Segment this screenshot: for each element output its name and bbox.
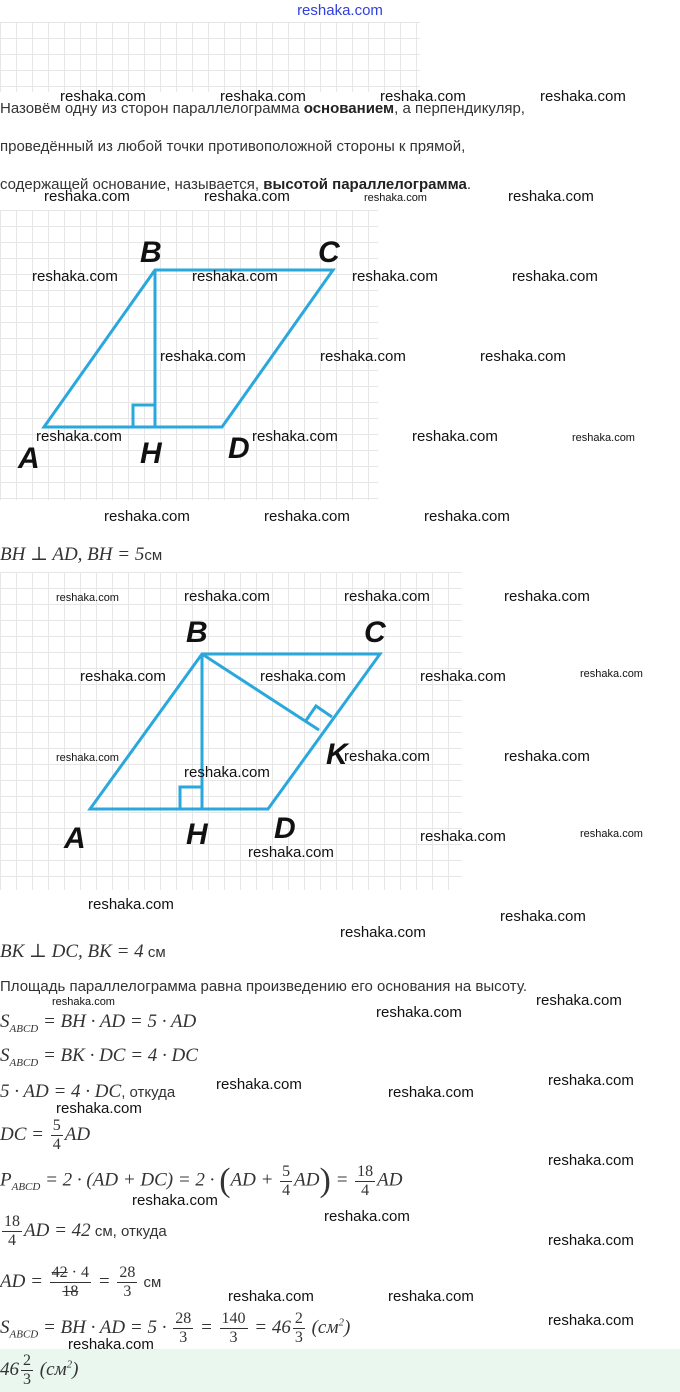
watermark: reshaka.com [548,1232,634,1249]
vertex-label-a: A [18,442,40,475]
watermark: reshaka.com [548,1152,634,1169]
vertex-label-b: B [140,236,162,269]
watermark: reshaka.com [56,752,119,764]
vertex-label-d: D [274,812,296,845]
watermark: reshaka.com [324,1208,410,1225]
equation-bk: BK ⊥ DC, BK = 4 см [0,941,166,962]
formula-s-bh: $S_{ABCD}$ = BH · AD = 5 · AD [0,1011,197,1035]
formula-area-final: $S_{ABCD}$ = BH · AD = 5 · $\frac{28}{3}$ = $\frac{140}{3}$ = 46 $\frac{2}{3}$ $(см^2)$ [0,1310,351,1346]
watermark: reshaka.com [260,668,346,685]
figure2-parallelogram [0,572,464,890]
watermark: reshaka.com [216,1076,302,1093]
watermark: reshaka.com [364,192,427,204]
watermark: reshaka.com [184,588,270,605]
watermark: reshaka.com [412,428,498,445]
watermark: reshaka.com [352,268,438,285]
grid-fragment [0,22,420,92]
watermark: reshaka.com [104,508,190,525]
watermark: reshaka.com [500,908,586,925]
answer-value: 46 $\frac{2}{3}$ $(см^2)$ [0,1352,79,1388]
watermark: reshaka.com [512,268,598,285]
point-label-k: K [326,738,348,771]
formula-perimeter-value: $\frac{18}{4}$ AD = 42 см, откуда [4,1213,167,1249]
watermark: reshaka.com [340,924,426,941]
watermark: reshaka.com [320,348,406,365]
watermark: reshaka.com [248,844,334,861]
formula-dc: DC = $\frac{5}{4}$ AD [0,1117,91,1153]
watermark: reshaka.com [540,88,626,105]
watermark: reshaka.com [420,668,506,685]
watermark: reshaka.com [548,1072,634,1089]
watermark: reshaka.com [52,996,115,1008]
watermark: reshaka.com [580,828,643,840]
watermark: reshaka.com [380,88,466,105]
watermark: reshaka.com [264,508,350,525]
watermark: reshaka.com [536,992,622,1009]
watermark: reshaka.com [508,188,594,205]
answer-box [0,1349,680,1392]
watermark: reshaka.com [388,1084,474,1101]
watermark: reshaka.com [56,592,119,604]
watermark: reshaka.com [192,268,278,285]
right-angle-mark [133,405,155,427]
watermark: reshaka.com [344,588,430,605]
watermark: reshaka.com [420,828,506,845]
watermark: reshaka.com [80,668,166,685]
site-link[interactable]: reshaka.com [297,2,383,19]
formula-perimeter: $P_{ABCD} = 2 \cdot (AD + DC) = 2 \cdot (AD$ + $\frac{5}{4}$ AD) = $\frac{18}{4}$ AD [0,1162,403,1199]
area-rule-text: Площадь параллелограмма равна произведению его основания на высоту. [0,978,527,995]
vertex-label-c: C [318,236,340,269]
vertex-label-b: B [186,616,208,649]
formula-s-bk: $S_{ABCD}$ = BK · DC = 4 · DC [0,1045,198,1069]
watermark: reshaka.com [228,1288,314,1305]
watermark: reshaka.com [548,1312,634,1329]
watermark: reshaka.com [184,764,270,781]
watermark: reshaka.com [132,1192,218,1209]
watermark: reshaka.com [68,1336,154,1353]
watermark: reshaka.com [252,428,338,445]
vertex-label-a: A [64,822,86,855]
right-angle-mark-k [305,706,332,722]
watermark: reshaka.com [36,428,122,445]
watermark: reshaka.com [480,348,566,365]
watermark: reshaka.com [56,1100,142,1117]
watermark: reshaka.com [220,88,306,105]
point-label-h: H [140,437,162,470]
watermark: reshaka.com [572,432,635,444]
watermark: reshaka.com [376,1004,462,1021]
watermark: reshaka.com [424,508,510,525]
watermark: reshaka.com [504,748,590,765]
watermark: reshaka.com [160,348,246,365]
watermark: reshaka.com [32,268,118,285]
watermark: reshaka.com [344,748,430,765]
definition-text: Назовём одну из сторон параллелограмма основанием, а перпендикуляр, проведённый из любой точки противоположной стороны к прямой, содержащей основание, называется, высотой параллелограмма. [0,100,525,193]
height-bk [202,654,319,730]
watermark: reshaka.com [504,588,590,605]
watermark: reshaka.com [44,188,130,205]
watermark: reshaka.com [204,188,290,205]
vertex-label-d: D [228,432,250,465]
equation-bh: BH ⊥ AD, BH = 5см [0,544,163,565]
point-label-h: H [186,818,208,851]
formula-equality: 5 · AD = 4 · DC, откуда [0,1081,176,1102]
watermark: reshaka.com [580,668,643,680]
watermark: reshaka.com [60,88,146,105]
right-angle-mark-h [180,787,202,809]
formula-ad: AD = $\frac{42 \cdot 4}{18}$ = $\frac{28}{3}$ см [0,1264,162,1300]
vertex-label-c: C [364,616,386,649]
watermark: reshaka.com [388,1288,474,1305]
watermark: reshaka.com [88,896,174,913]
